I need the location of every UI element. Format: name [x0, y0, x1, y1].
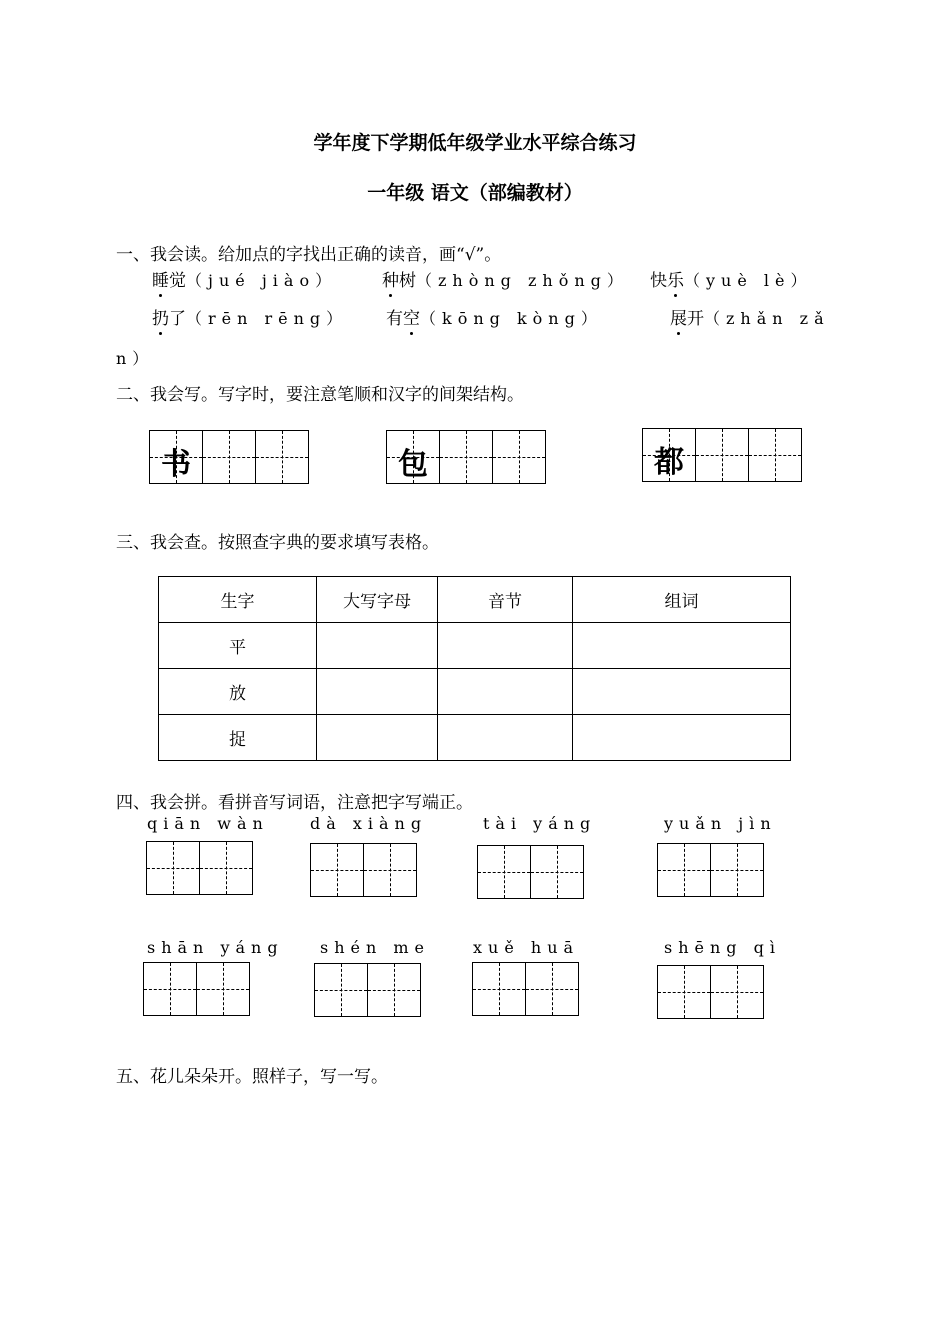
pinyin-prompt: xuě huā — [473, 938, 580, 957]
answer-cell[interactable] — [317, 669, 438, 715]
pinyin-prompt: dà xiàng — [310, 814, 428, 833]
grid-cell[interactable] — [367, 963, 421, 1017]
dotted-char: 睡 — [152, 266, 169, 291]
answer-cell[interactable] — [438, 715, 573, 761]
grid-cell[interactable] — [439, 430, 493, 484]
grid-cell[interactable] — [255, 430, 309, 484]
pinyin-prompt: shēng qì — [664, 938, 781, 957]
q5-heading: 五、花儿朵朵开。照样子，写一写。 — [116, 1067, 388, 1087]
answer-cell[interactable] — [317, 623, 438, 669]
pinyin-options: （yuè lè） — [684, 271, 813, 290]
pinyin-grid — [146, 841, 253, 895]
pinyin-grid — [472, 962, 579, 1016]
answer-cell[interactable] — [573, 669, 791, 715]
pinyin-prompt: shén me — [320, 938, 431, 957]
grid-cell-model — [642, 428, 696, 482]
writing-grid-2 — [386, 430, 546, 484]
dotted-char: 种 — [382, 266, 399, 291]
dotted-char: 展 — [670, 304, 687, 329]
pinyin-grid — [310, 843, 417, 897]
grid-cell-model — [149, 430, 203, 484]
pinyin-options: （zhòng zhǒng） — [416, 271, 629, 290]
pinyin-grid — [477, 845, 584, 899]
q1-item-3: 快乐（yuè lè） — [650, 266, 813, 291]
grid-cell[interactable] — [477, 845, 531, 899]
q3-heading: 三、我会查。按照查字典的要求填写表格。 — [116, 533, 439, 553]
grid-cell[interactable] — [202, 430, 256, 484]
answer-cell[interactable] — [317, 715, 438, 761]
pinyin-grid — [657, 965, 764, 1019]
grid-cell[interactable] — [492, 430, 546, 484]
dotted-char: 空 — [403, 304, 420, 329]
model-char: 书 — [161, 447, 191, 482]
grid-cell[interactable] — [710, 965, 764, 1019]
pinyin-options: （kōng kòng） — [420, 309, 603, 328]
q2-heading: 二、我会写。写字时，要注意笔顺和汉字的间架结构。 — [116, 385, 524, 405]
grid-cell[interactable] — [657, 965, 711, 1019]
pinyin-grid — [657, 843, 764, 897]
pinyin-options: （jué jiào） — [186, 271, 338, 290]
row-char: 平 — [159, 623, 317, 669]
grid-cell[interactable] — [363, 843, 417, 897]
writing-grid-3 — [642, 428, 802, 482]
grid-cell[interactable] — [143, 962, 197, 1016]
answer-cell[interactable] — [573, 623, 791, 669]
grid-cell[interactable] — [748, 428, 802, 482]
answer-cell[interactable] — [438, 669, 573, 715]
table-row — [159, 623, 791, 669]
col-header: 生字 — [159, 577, 317, 623]
pinyin-options: （rēn rēng） — [186, 309, 349, 328]
col-header: 音节 — [438, 577, 573, 623]
grid-cell[interactable] — [657, 843, 711, 897]
grid-cell[interactable] — [310, 843, 364, 897]
pinyin-prompt: yuǎn jìn — [664, 814, 777, 833]
q1-item-5: 有空（kōng kòng） — [386, 304, 603, 329]
pinyin-prompt: tài yáng — [483, 814, 597, 833]
pinyin-grid — [314, 963, 421, 1017]
q1-item-6: 展开（zhǎn zǎ — [670, 304, 830, 329]
pinyin-prompt: shān yáng — [147, 938, 284, 957]
q1-item-4: 扔了（rēn rēng） — [152, 304, 348, 329]
col-header: 组词 — [573, 577, 791, 623]
page-subtitle: 一年级 语文（部编教材） — [367, 182, 583, 204]
q1-item-2: 种树（zhòng zhǒng） — [382, 266, 629, 291]
row-char: 放 — [159, 669, 317, 715]
pinyin-grid — [143, 962, 250, 1016]
writing-grid-1 — [149, 430, 309, 484]
answer-cell[interactable] — [438, 623, 573, 669]
grid-cell-model — [386, 430, 440, 484]
col-header: 大写字母 — [317, 577, 438, 623]
grid-cell[interactable] — [525, 962, 579, 1016]
dotted-char: 扔 — [152, 304, 169, 329]
grid-cell[interactable] — [199, 841, 253, 895]
q1-item-1: 睡觉（jué jiào） — [152, 266, 337, 291]
dotted-char: 乐 — [667, 266, 684, 291]
grid-cell[interactable] — [472, 962, 526, 1016]
q4-heading: 四、我会拼。看拼音写词语，注意把字写端正。 — [116, 793, 473, 813]
table-row — [159, 715, 791, 761]
answer-cell[interactable] — [573, 715, 791, 761]
grid-cell[interactable] — [146, 841, 200, 895]
table-header-row — [159, 577, 791, 623]
q1-wrap-text: n） — [116, 349, 155, 368]
grid-cell[interactable] — [530, 845, 584, 899]
grid-cell[interactable] — [695, 428, 749, 482]
pinyin-prompt: qiān wàn — [147, 814, 269, 833]
page-title: 学年度下学期低年级学业水平综合练习 — [313, 132, 637, 154]
grid-cell[interactable] — [710, 843, 764, 897]
model-char: 包 — [398, 447, 428, 482]
table-row — [159, 669, 791, 715]
model-char: 都 — [654, 445, 684, 480]
pinyin-options: （zhǎn zǎ — [704, 309, 830, 328]
grid-cell[interactable] — [314, 963, 368, 1017]
row-char: 捉 — [159, 715, 317, 761]
grid-cell[interactable] — [196, 962, 250, 1016]
dictionary-table — [158, 576, 791, 761]
q1-heading: 一、我会读。给加点的字找出正确的读音，画“√”。 — [116, 245, 502, 265]
